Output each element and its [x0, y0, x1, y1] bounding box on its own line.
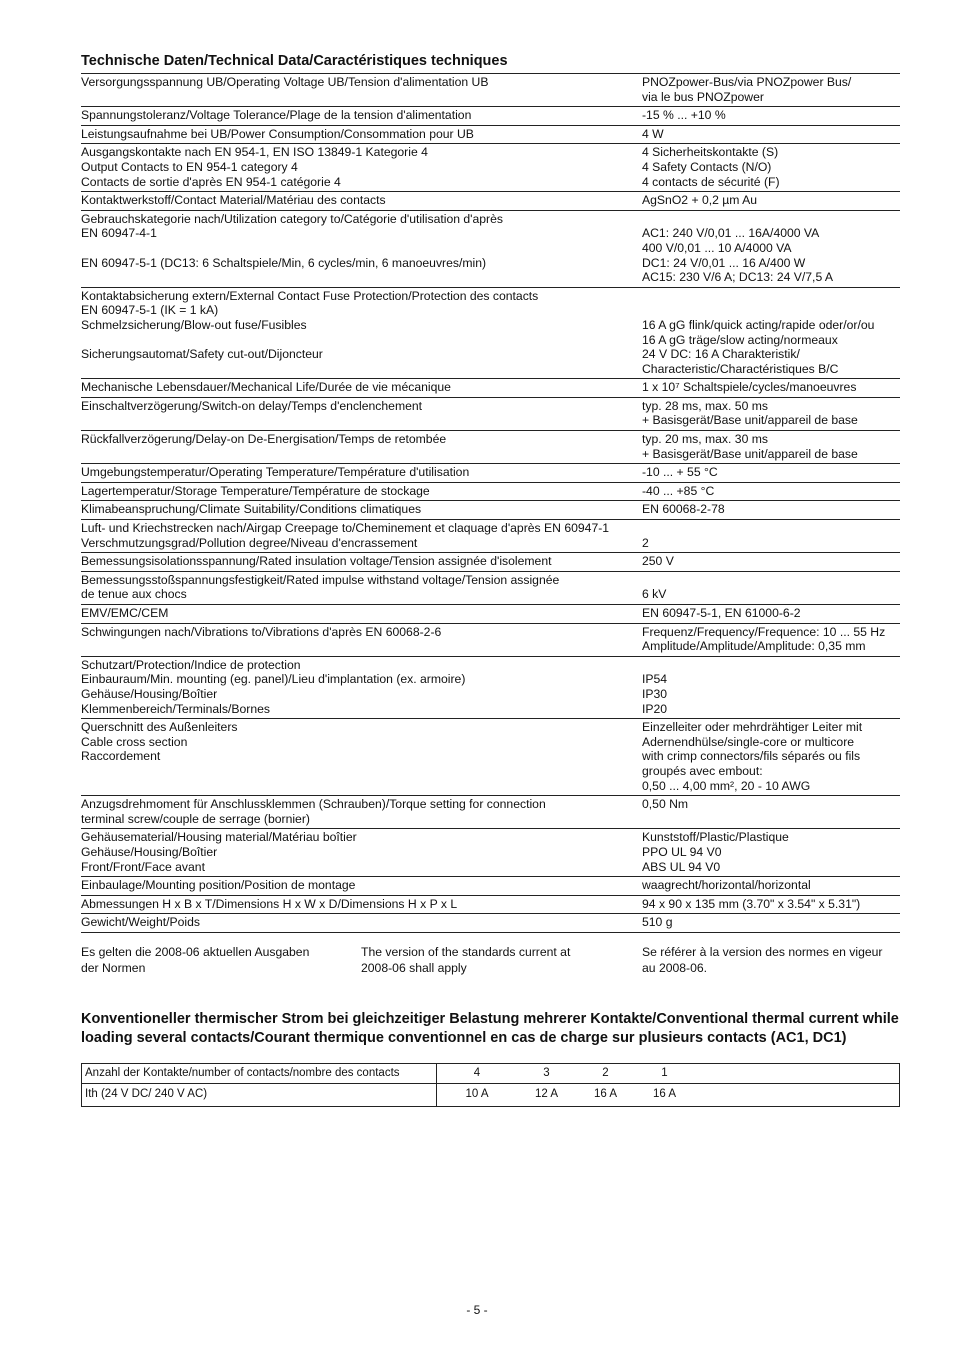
spec-value: typ. 20 ms, max. 30 ms + Basisgerät/Base unit/appareil de base: [642, 432, 858, 461]
table-row: [81, 398, 900, 431]
table-row: [81, 605, 900, 624]
spec-label: Mechanische Lebensdauer/Mechanical Life/Durée de vie mécanique: [81, 380, 451, 395]
spec-label: Gewicht/Weight/Poids: [81, 915, 200, 930]
table-row: [81, 501, 900, 520]
spec-label: Rückfallverzögerung/Delay-on De-Energisation/Temps de retombée: [81, 432, 447, 447]
table-row: [81, 126, 900, 145]
header-label: Anzahl der Kontakte/number of contacts/nombre des contacts: [82, 1064, 437, 1083]
page-title: Technische Daten/Technical Data/Caractéristiques techniques: [81, 53, 508, 69]
row-value: 16 A: [593, 1087, 618, 1100]
spec-label: Umgebungstemperatur/Operating Temperature/Température d'utilisation: [81, 465, 470, 480]
table-row: [81, 914, 900, 933]
table-row: [81, 520, 900, 553]
spec-label: Einschaltverzögerung/Switch-on delay/Temps d'enclenchement: [81, 398, 423, 413]
spec-label: Einbaulage/Mounting position/Position de montage: [81, 878, 356, 893]
table-row: [81, 553, 900, 572]
spec-label: Klimabeanspruchung/Climate Suitability/Conditions climatiques: [81, 502, 422, 517]
spec-value: -15 % ... +10 %: [642, 108, 726, 123]
table-row: [81, 572, 900, 605]
spec-value: waagrecht/horizontal/horizontal: [642, 878, 811, 893]
spec-label: Kontaktwerkstoff/Contact Material/Matériau des contacts: [81, 193, 386, 208]
table-row: [81, 74, 900, 107]
spec-value: 94 x 90 x 135 mm (3.70" x 3.54" x 5.31"): [642, 896, 861, 911]
table-row: [81, 288, 900, 380]
table-row: [81, 379, 900, 398]
spec-value: EN 60947-5-1, EN 61000-6-2: [642, 606, 801, 620]
table-row: [81, 657, 900, 719]
table-row: [81, 464, 900, 483]
spec-value: Kunststoff/Plastic/Plastique PPO UL 94 V0 ABS UL 94 V0: [642, 830, 789, 874]
row-label: Ith (24 V DC/ 240 V AC): [82, 1084, 437, 1106]
table-row: [81, 896, 900, 915]
spec-value: 1 x 10⁷ Schaltspiele/cycles/manoeuvres: [642, 380, 857, 395]
spec-label: Ausgangskontakte nach EN 954-1, EN ISO 13849-1 Kategorie 4 Output Contacts to EN 954-1 category 4 Contacts de sortie d'après EN 954-1 catégorie 4: [81, 145, 428, 189]
spec-label: Spannungstoleranz/Voltage Tolerance/Plage de la tension d'alimentation: [81, 108, 472, 123]
page-number: - 5 -: [466, 1303, 488, 1317]
table-header-row: [82, 1064, 899, 1083]
header-value: 3: [543, 1066, 550, 1079]
spec-label: Bemessungsstoßspannungsfestigkeit/Rated impulse withstand voltage/Tension assignée de tenue aux chocs: [81, 572, 560, 602]
header-value: 4: [473, 1066, 481, 1079]
spec-value: 2: [642, 535, 649, 550]
spec-value: 510 g: [642, 915, 673, 930]
section-title-thermal-current: Konventioneller thermischer Strom bei gleichzeitiger Belastung mehrerer Kontakte/Conventional thermal current while loading several contacts/Courant thermique conventionnel en cas de charge sur plusieurs contacts (AC1, DC1): [81, 1010, 899, 1047]
note-french: Se référer à la version des normes en vigeur au 2008-06.: [642, 944, 883, 975]
table-row: [81, 483, 900, 502]
spec-value: AgSnO2 + 0,2 µm Au: [642, 193, 758, 208]
spec-label: Abmessungen H x B x T/Dimensions H x W x D/Dimensions H x P x L: [81, 896, 458, 911]
standards-note: [81, 944, 900, 976]
table-row: [81, 144, 900, 192]
header-value: 2: [602, 1066, 609, 1079]
table-row: [81, 796, 900, 829]
note-german: Es gelten die 2008-06 aktuellen Ausgaben der Normen: [81, 944, 310, 975]
spec-value: IP54 IP30 IP20: [642, 672, 668, 716]
spec-label: Gebrauchskategorie nach/Utilization category to/Catégorie d'utilisation d'après EN 60947-4-1 EN 60947-5-1 (DC13: 6 Schaltspiele/Min, 6 cycles/min, 6 manoeuvres/min): [81, 211, 503, 270]
spec-value: 4 Sicherheitskontakte (S) 4 Safety Contacts (N/O) 4 contacts de sécurité (F): [642, 145, 780, 189]
spec-label: Gehäusematerial/Housing material/Matériau boîtier Gehäuse/Housing/Boîtier Front/Front/Face avant: [81, 830, 357, 874]
table-row: [82, 1083, 899, 1106]
contacts-current-table: [81, 1063, 900, 1107]
note-english: The version of the standards current at 2008-06 shall apply: [361, 944, 571, 975]
spec-value: -40 ... +85 °C: [642, 483, 715, 498]
table-row: [81, 107, 900, 126]
spec-value: 0,50 Nm: [642, 797, 689, 812]
spec-value: 16 A gG flink/quick acting/rapide oder/or/ou 16 A gG träge/slow acting/normeaux 24 V DC: 16 A Charakteristik/ Characteristic/Charactéristiques B/C: [642, 317, 875, 376]
row-value: 16 A: [652, 1087, 677, 1100]
document-page: [81, 52, 900, 1107]
spec-value: PNOZpower-Bus/via PNOZpower Bus/ via le bus PNOZpower: [642, 75, 852, 104]
spec-label: Querschnitt des Außenleiters Cable cross section Raccordement: [81, 720, 238, 764]
spec-value: 6 kV: [642, 587, 667, 602]
spec-label: Schutzart/Protection/Indice de protection Einbauraum/Min. mounting (eg. panel)/Lieu d'implantation (ex. armoire) Gehäuse/Housing/Boîtier Klemmenbereich/Terminals/Bornes: [81, 657, 466, 716]
spec-label: Lagertemperatur/Storage Temperature/Température de stockage: [81, 483, 430, 498]
spec-label: EMV/EMC/CEM: [81, 606, 169, 620]
spec-value: 250 V: [642, 554, 674, 569]
spec-value: 4 W: [642, 126, 664, 141]
spec-label: Kontaktabsicherung extern/External Contact Fuse Protection/Protection des contacts EN 60947-5-1 (IK = 1 kA) Schmelzsicherung/Blow-out fuse/Fusibles Sicherungsautomat/Safety cut-out/Dijoncteur: [81, 288, 539, 362]
spec-label: Luft- und Kriechstrecken nach/Airgap Creepage to/Cheminement et claquage d'après EN 60947-1 Verschmutzungsgrad/Pollution degree/Niveau d'encrassement: [81, 521, 610, 550]
spec-value: Einzelleiter oder mehrdrähtiger Leiter mit Adernendhülse/single-core or multicore with crimp connectors/fils séparés ou fils groupés avec embout: 0,50 ... 4,00 mm², 20 - 10 AWG: [642, 720, 863, 793]
table-row: [81, 877, 900, 896]
technical-data-table: [81, 73, 900, 933]
spec-label: Leistungsaufnahme bei UB/Power Consumption/Consommation pour UB: [81, 126, 474, 141]
spec-label: Bemessungsisolationsspannung/Rated insulation voltage/Tension assignée d'isolement: [81, 554, 552, 569]
table-row: [81, 624, 900, 657]
row-value: 12 A: [534, 1087, 559, 1100]
row-value: 10 A: [465, 1087, 489, 1100]
spec-label: Anzugsdrehmoment für Anschlussklemmen (Schrauben)/Torque setting for connection terminal screw/couple de serrage (bornier): [81, 797, 546, 826]
spec-value: Frequenz/Frequency/Frequence: 10 ... 55 Hz Amplitude/Amplitude/Amplitude: 0,35 mm: [642, 624, 886, 654]
spec-value: AC1: 240 V/0,01 ... 16A/4000 VA 400 V/0,01 ... 10 A/4000 VA DC1: 24 V/0,01 ... 16 A/400 W AC15: 230 V/6 A; DC13: 24 V/7,5 A: [642, 226, 834, 285]
table-row: [81, 431, 900, 464]
spec-label: Versorgungsspannung UB/Operating Voltage UB/Tension d'alimentation UB: [81, 75, 489, 89]
table-row: [81, 211, 900, 288]
spec-value: EN 60068-2-78: [642, 502, 725, 517]
table-row: [81, 192, 900, 211]
table-row: [81, 719, 900, 796]
header-value: 1: [661, 1066, 668, 1079]
spec-value: -10 ... + 55 °C: [642, 465, 718, 480]
spec-label: Schwingungen nach/Vibrations to/Vibrations d'après EN 60068-2-6: [81, 624, 442, 639]
table-row: [81, 829, 900, 877]
spec-value: typ. 28 ms, max. 50 ms + Basisgerät/Base unit/appareil de base: [642, 398, 858, 428]
